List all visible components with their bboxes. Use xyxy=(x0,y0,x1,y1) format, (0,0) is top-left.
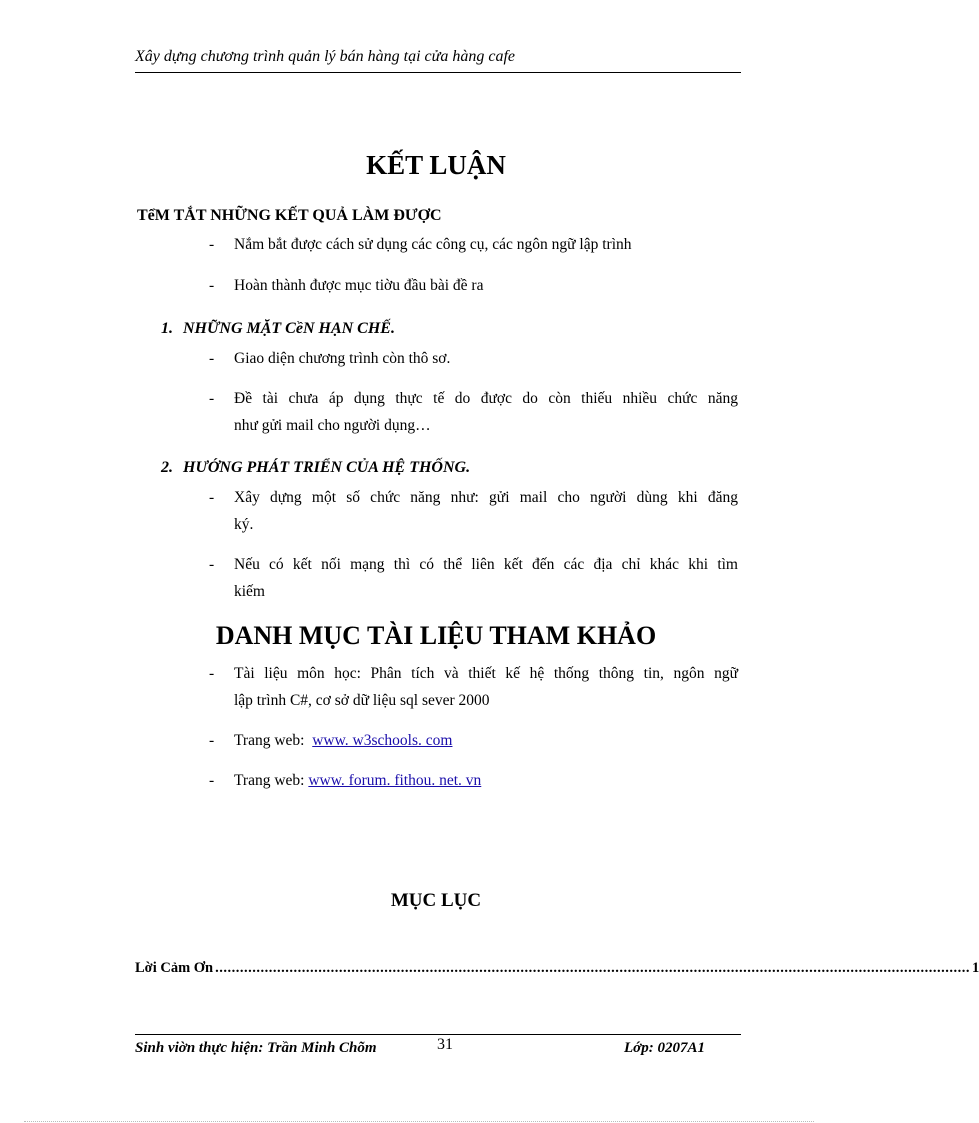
limits-heading xyxy=(161,320,395,338)
limits-item: Giao diện chương trình còn thô sơ. xyxy=(234,350,451,367)
bullet-dash: - xyxy=(209,665,215,682)
development-heading-text: HƯỚNG PHÁT TRIỂN CỦA HỆ THỐNG. xyxy=(183,459,471,476)
limits-number: 1. xyxy=(161,320,173,337)
conclusion-title: KẾT LUẬN xyxy=(366,150,506,180)
bullet-dash: - xyxy=(209,277,215,294)
development-item-continued: ký. xyxy=(234,516,254,533)
reference-web-item xyxy=(234,767,738,794)
limits-item-continued: như gửi mail cho người dụng… xyxy=(234,417,431,434)
toc-entry[interactable] xyxy=(135,960,979,977)
development-number: 2. xyxy=(161,459,173,476)
page-edge-divider xyxy=(24,1121,814,1122)
summary-item: Hoàn thành được mục tiờu đầu bài đề ra xyxy=(234,277,484,294)
reference-web-item xyxy=(234,727,738,754)
web-label: Trang web: xyxy=(234,732,305,749)
limits-heading-text: NHỮNG MẶT CềN HẠN CHẾ. xyxy=(183,320,395,337)
development-item: Xây dựng một số chức năng như: gửi mail cho người dùng khi đăng xyxy=(234,489,738,506)
reference-item-continued: lập trình C#, cơ sở dữ liệu sql sever 2000 xyxy=(234,692,490,709)
development-heading xyxy=(161,459,470,477)
running-header: Xây dựng chương trình quản lý bán hàng tại cửa hàng cafe xyxy=(135,48,515,65)
footer-student: Sinh viờn thực hiện: Trần Minh Chõm xyxy=(135,1040,377,1056)
bullet-dash: - xyxy=(209,390,215,407)
limits-item: Đề tài chưa áp dụng thực tế do được do còn thiếu nhiều chức năng xyxy=(234,390,738,407)
footer-class: Lớp: 0207A1 xyxy=(624,1040,705,1056)
footer-page-number: 31 xyxy=(437,1036,453,1053)
bullet-dash: - xyxy=(209,732,215,749)
bullet-dash: - xyxy=(209,556,215,573)
toc-leader-dots: ....................................................................................................................................................................................... xyxy=(215,960,970,976)
web-label: Trang web: xyxy=(234,772,305,789)
reference-item: Tài liệu môn học: Phân tích và thiết kế hệ thống thông tin, ngôn ngữ xyxy=(234,665,738,682)
fithou-forum-link[interactable]: www. forum. fithou. net. vn xyxy=(308,772,482,789)
bullet-dash: - xyxy=(209,236,215,253)
header-rule xyxy=(135,72,741,73)
bullet-dash: - xyxy=(209,489,215,506)
development-item: Nếu có kết nối mạng thì có thể liên kết đến các địa chỉ khác khi tìm xyxy=(234,556,738,573)
bullet-dash: - xyxy=(209,350,215,367)
toc-entry-label: Lời Cảm Ơn xyxy=(135,960,214,976)
toc-entry-page: 1 xyxy=(972,960,979,976)
summary-item: Nắm bắt được cách sử dụng các công cụ, các ngôn ngữ lập trình xyxy=(234,236,632,253)
development-item-continued: kiếm xyxy=(234,583,265,600)
w3schools-link[interactable]: www. w3schools. com xyxy=(312,732,453,749)
bullet-dash: - xyxy=(209,772,215,789)
footer-rule xyxy=(135,1034,741,1035)
references-title: DANH MỤC TÀI LIỆU THAM KHẢO xyxy=(215,621,657,650)
toc-title: MỤC LỤC xyxy=(390,890,482,911)
summary-heading: TểM TẮT NHỮNG KẾT QUẢ LÀM ĐƯỢC xyxy=(137,207,442,224)
